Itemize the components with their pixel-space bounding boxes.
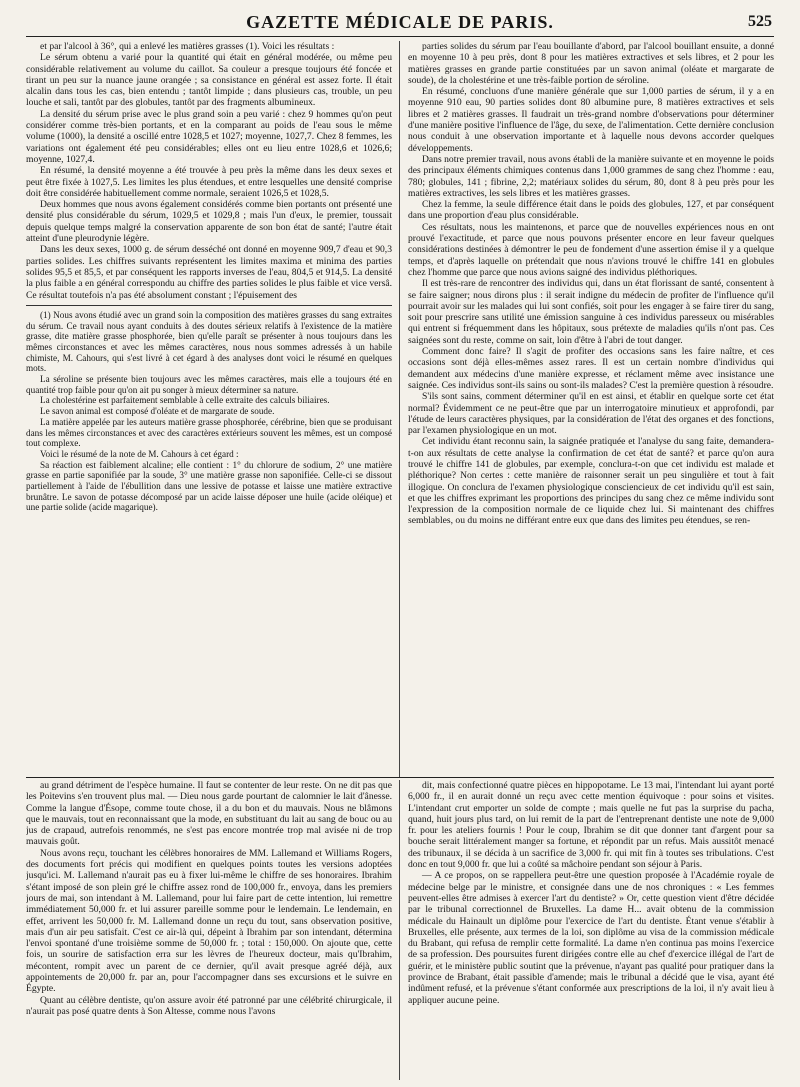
paragraph: Il est très-rare de rencontrer des individus qui, dans un état florissant de santé, consentent à se faire saigner; nous dirons plus : il serait indigne du médecin de profiter de l'influence qu'il pourrait avoir sur les malades qui lui sont confiés, soit pour les engager à se faire tirer du sang, soit pour prescrire sans utilité une émission sanguine à ces individus paresseux ou misérables qui entrent si fréquemment dans les hôpitaux, sous prétexte de maladies qu'ils n'ont pas. Ces saignées sont du reste, comme on sait, loin d'être à l'abri de tout danger. xyxy=(408,278,774,346)
footnote-divider xyxy=(26,305,392,306)
main-article xyxy=(26,41,774,777)
footnote-paragraph: Le savon animal est composé d'oléate et de margarate de soude. xyxy=(40,406,275,417)
footnote-paragraph: Voici le résumé de la note de M. Cahours à cet égard : xyxy=(40,448,239,459)
paragraph: Nous avons reçu, touchant les célèbres honoraires de MM. Lallemand et Williams Rogers, des documents fort précis qui modifient en quelques points toutes les versions adoptées jusqu'ici. M. Lallemand n'aurait pas eu à fixer lui-même le chiffre de ses honoraires. Ibrahim s'étant imposé de son plein gré le chiffre assez rond de 100,000 fr., envoya, dans les premiers jours de mai, son intendant à M. Lallemand, pour lui faire part de cette intention, lui remettre immédiatement 50,000 fr. et lui assurer pareille somme pour le lendemain. Le lendemain, en effet, arrivent les 50,000 fr. M. Lallemand donne un reçu du tout, sans observation positive, mais d'un air peu satisfait. C'est ce air-là qui, dépeint à Ibrahim par son intendant, détermina l'envoi spontané d'une troisième somme de 50,000 fr. ; total : 150,000. On ajoute que, cette fois, un sourire de satisfaction erra sur les lèvres de l'heureux docteur, mais qu'Ibrahim, mécontent, rompit avec un parent de ce dernier, qu'il avait presque agréé déjà, aux appointements de 20,000 fr. par an, pour l'accompagner dans ses excursions et le suivre en Égypte. xyxy=(26,847,392,995)
paragraph: Dans les deux sexes, 1000 g. de sérum desséché ont donné en moyenne 909,7 d'eau et 90,3 parties solides. Les chiffres suivants représentent les limites maxima et minima des parties solides 95,5 et 85,5, et par conséquent les rapports inverses de l'eau, 804,5 et 914,5. La densité la plus faible a en général correspondu au chiffre des parties solides le plus faible et vice versâ. Ce résultat toutefois n'a pas été absolument constant ; l'épuisement des xyxy=(26,244,392,301)
feuilleton-column-left xyxy=(26,780,392,1080)
paragraph: et par l'alcool à 36°, qui a enlevé les matières grasses (1). Voici les résultats : xyxy=(40,41,335,52)
paragraph: En résumé, concluons d'une manière générale que sur 1,000 parties de sérum, il y a en moyenne 910 eau, 90 parties solides dont 80 albumine pure, 8 matières extractives et sels libres et 2 matières grasses. Il faudrait un très-grand nombre d'observations pour déterminer d'une manière positive l'influence de l'âge, du sexe, de l'alimentation. Cette dernière conclusion nous conduit à une observation importante et à laquelle nous devons accorder quelques développements. xyxy=(408,86,774,154)
paragraph: La densité du sérum prise avec le plus grand soin a peu varié : chez 9 hommes qu'on peut considérer comme très-bien portants, et en la comparant au poids de l'eau sous le même volume (1000), la densité a oscillé entre 1028,5 et 1027; moyenne, 1027,7. Chez 8 femmes, les variations ont également été peu considérables; elles ont eu lieu entre 1028,6 et 1026,6; moyenne, 1027,4. xyxy=(26,108,392,165)
footnote-paragraph: La séroline se présente bien toujours avec les mêmes caractères, mais elle a toujours été en quantité trop faible pour qu'on ait pu songer à mieux déterminer sa nature. xyxy=(26,374,392,395)
paragraph: — A ce propos, on se rappellera peut-être une question proposée à l'Académie royale de médecine belge par le ministre, et consignée dans une de nos chroniques : « Les femmes peuvent-elles être admises à exercer l'art du dentiste? » Or, cette question vient d'être décidée par le tribunal correctionnel de Bruxelles. La dame H... avait obtenu de la commission médicale du Hainault un diplôme pour l'exercice de l'art du dentiste. Étant venue s'établir à Bruxelles, elle présente, aux termes de la loi, son diplôme au visa de la commission médicale du Brabant, qui refusa de remplir cette formalité. La dame n'en continua pas moins l'exercice de sa profession. Des poursuites furent dirigées contre elle au chef d'exercice illégal de l'art de guérir, et le ministère public soutint que la prévenue, n'ayant pas qualité pour pratiquer dans la province de Brabant, était passible d'amende; mais le tribunal a décidé que le visa, ayant été indûment refusé, et la prévenue s'étant conformée aux prescriptions de la loi, il n'y avait lieu à appliquer aucune peine. xyxy=(408,870,774,1006)
column-right xyxy=(408,41,774,777)
page-number: 525 xyxy=(748,13,772,30)
feuilleton-divider xyxy=(26,777,774,778)
paragraph: au grand détriment de l'espèce humaine. Il faut se contenter de leur reste. On ne dit pas que les Poitevins s'en trouvent plus mal. — Dieu nous garde pourtant de calomnier le lait d'ânesse. Comme la langue d'Ésope, comme toute chose, il a du bon et du mauvais. Nous ne blâmons que le mauvais, tout en reconnaissant que la mode, en substituant du lait au sang de bouc ou au jus de crapaud, autrefois renommés, ne s'est pas encore montrée trop mal avisée ni de trop mauvais goût. xyxy=(26,780,392,848)
paragraph: Quant au célèbre dentiste, qu'on assure avoir été patronné par une célébrité chirurgicale, il n'aurait pas posé quatre dents à Son Altesse, comme nous l'avons xyxy=(26,994,392,1017)
paragraph: Chez la femme, la seule différence était dans le poids des globules, 127, et par conséquent dans une proportion d'eau plus considérable. xyxy=(408,199,774,222)
column-left xyxy=(26,41,392,777)
paragraph: S'ils sont sains, comment déterminer qu'il en est ainsi, et établir en quelque sorte cet état normal? Évidemment ce ne peut-être que par un interrogatoire minutieux et approfondi, par l'étude de leurs caractères physiques, par la considération de l'état des organes et des fonctions, par l'examen physiologique en un mot. xyxy=(408,391,774,437)
paragraph: Comment donc faire? Il s'agit de profiter des occasions sans les faire naître, et ces occasions sont déjà elles-mêmes assez rares. Il est un certain nombre d'individus qui demandent aux médecins d'une manière expresse, et réclament même avec insistance une saignée. Ces individus sont-ils sains ou sont-ils malades? C'est la première question à résoudre. xyxy=(408,346,774,391)
paragraph: Deux hommes que nous avons également considérés comme bien portants ont présenté une densité plus considérable du sérum, 1029,5 et 1029,8 ; mais l'un d'eux, le premier, toussait depuis quelque temps malgré la conservation apparente de son bon état de santé; l'autre était atteint d'une pleurodynie légère. xyxy=(26,199,392,245)
footnote-paragraph: (1) Nous avons étudié avec un grand soin la composition des matières grasses du sang extraites du sérum. Ce travail nous ayant conduits à des doutes sérieux relatifs à l'existence de la matière grasse, dite matière grasse phosphorée, bien qu'elle paraît se présenter à nous toujours dans les mêmes circonstances et avec les mêmes caractères, nous nous sommes adressés à un habile chimiste, M. Cahours, qui s'est livré à cet égard à des analyses dont voici le résumé en quelques mots. xyxy=(26,309,392,374)
paragraph: Le sérum obtenu a varié pour la quantité qui était en général modérée, ou même peu considérable relativement au volume du caillot. Sa couleur a presque toujours été foncée et tirant un peu sur la nuance jaune orangée ; sa consistance en général est assez forte. Il était alcalin dans tous les cas, bien entendu ; tantôt limpide ; dans plusieurs cas, trouble, un peu louche et sali, tantôt par des globules, tantôt par des fragments albumineux. xyxy=(26,52,392,109)
paragraph: dit, mais confectionné quatre pièces en hippopotame. Le 13 mai, l'intendant lui ayant porté 6,000 fr., il en aurait donné un reçu avec cette mention équivoque : pour soins et visites. L'intendant crut emporter un solde de compte ; mais quelle ne fut pas la surprise du pacha, quand, huit jours plus tard, on lui remit de la part de l'entreprenant dentiste une note de 9,000 fr. pour les ateliers fournis ! Pour le coup, Ibrahim se dit que donner tant d'argent pour sa bouche serait littéralement manger sa fortune, et répondit par un refus. Mais aussitôt menacé des tribunaux, il se décida à un sacrifice de 3,000 fr. qui mit fin à toutes ses tribulations. C'est donc en tout 9,000 fr. que lui a coûté sa mâchoire pendant son séjour à Paris. xyxy=(408,780,774,871)
column-rule xyxy=(392,780,408,1080)
footnote-paragraph: La cholestérine est parfaitement semblable à celle extraite des calculs biliaires. xyxy=(40,395,330,406)
journal-title: GAZETTE MÉDICALE DE PARIS. xyxy=(246,12,554,32)
paragraph: Ces résultats, nous les maintenons, et parce que de nouvelles expériences nous en ont prouvé l'exactitude, et parce que nous pouvons présenter encore en leur faveur quelques considérations destinées à démontrer le peu de fondement d'une assertion émise il y a quelque temps, et d'après laquelle on prétendait que nous n'avions trouvé le chiffre 141 en globules chez l'homme que parce que nous avions saigné des individus pléthoriques. xyxy=(408,221,774,278)
feuilleton-column-right xyxy=(408,780,774,1080)
footnote-paragraph: La matière appelée par les auteurs matière grasse phosphorée, cérébrine, bien que se produisant dans les mêmes circonstances et avec des caractères extérieurs souvent les mêmes, est un composé tout complexe. xyxy=(26,416,392,449)
paragraph: parties solides du sérum par l'eau bouillante d'abord, par l'alcool bouillant ensuite, a donné en moyenne 10 à peu près, dont 8 pour les matières extractives et sels libres, et 2 pour les matières grasses en grande partie constituées par un savon animal (oléate et margarate de soude), de la cholestérine et une très-faible portion de séroline. xyxy=(408,41,774,86)
footnote-paragraph: Sa réaction est faiblement alcaline; elle contient : 1° du chlorure de sodium, 2° une matière grasse en partie saponifiée par la soude, 3° une matière grasse non saponifiée. Celle-ci se dissout partiellement à l'aide de l'ébullition dans une lessive de potasse et laisse une matière extractive brunâtre. Le savon de potasse décomposé par un acide laisse déposer une huile (acide oléique) et une partie solide (acide magarique). xyxy=(26,459,392,513)
paragraph: Dans notre premier travail, nous avons établi de la manière suivante et en moyenne le poids des principaux éléments chimiques contenus dans 1,000 grammes de sang chez l'homme : eau, 780; globules, 141 ; fibrine, 2,2; matériaux solides du sérum, 80, dont 8 à peu près pour les matières extractives, les sels libres et les matières grasses. xyxy=(408,153,774,199)
paragraph: En résumé, la densité moyenne a été trouvée à peu près la même dans les deux sexes et peut être fixée à 1027,5. Les limites les plus étendues, et entre lesquelles une densité comprise doit être considérée habituellement comme normale, seraient 1026,5 et 1028,5. xyxy=(26,165,392,199)
footnote xyxy=(26,310,392,513)
paragraph: Cet individu étant reconnu sain, la saignée pratiquée et l'analyse du sang faite, demandera-t-on aux résultats de cette analyse la confirmation de cet état de santé? et parce qu'on aura trouvé le chiffre 141 de globules, par exemple, conclura-t-on que cet individu est malade et pléthorique? Non certes : cette manière de raisonner serait un peu singulière et tout à fait illogique. On conclura de l'examen physiologique consciencieux de cet individu qu'il est sain, et que les chiffres exprimant les proportions des principes du sang chez ce même individu sont l'expression de la composition normale de ce liquide chez lui. Si maintenant des chiffres semblables, ou du moins ne différant entre eux que dans des limites peu étendues, se ren- xyxy=(408,436,774,527)
feuilleton xyxy=(26,780,774,1080)
page-header xyxy=(26,10,774,37)
column-rule xyxy=(392,41,408,777)
